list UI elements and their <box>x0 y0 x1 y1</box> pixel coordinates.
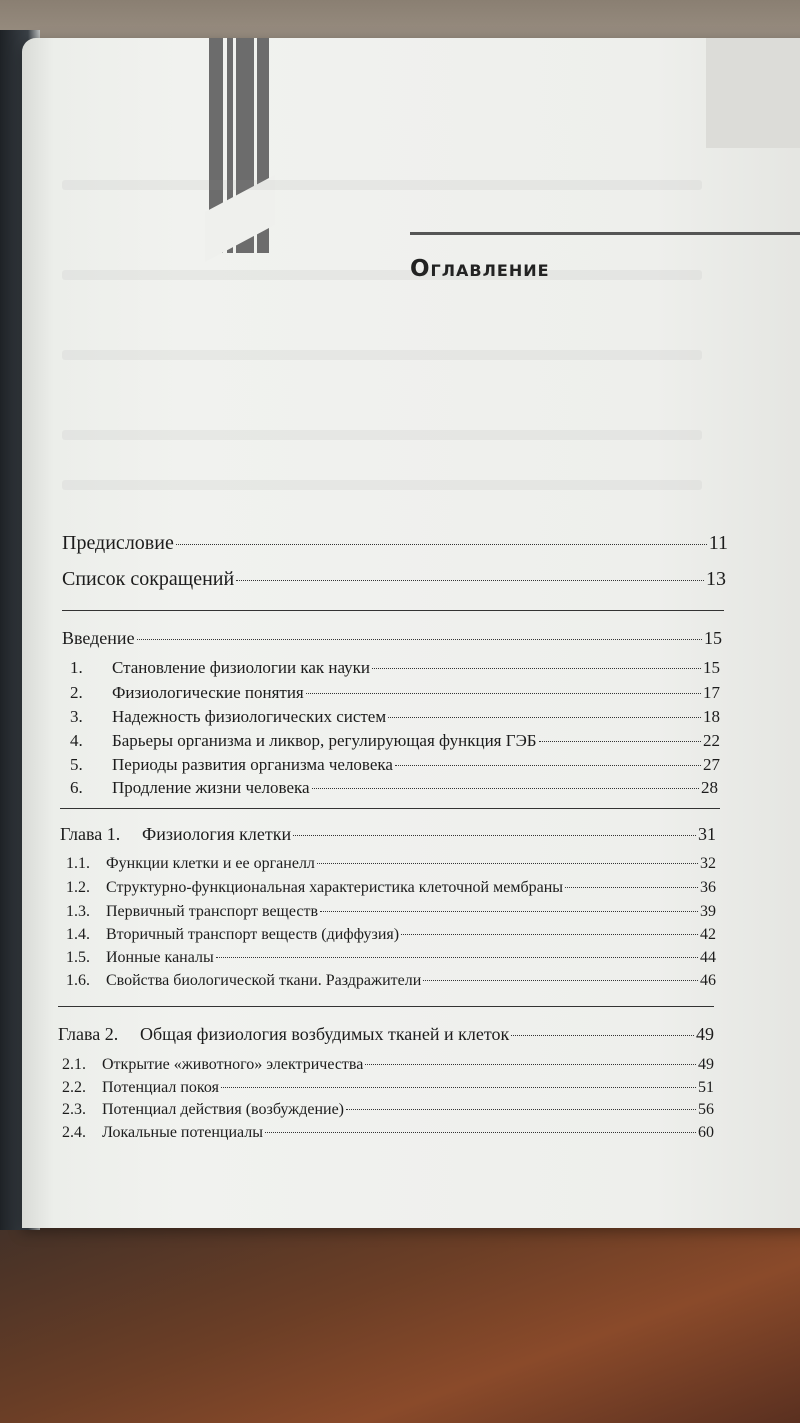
toc-dot-leader <box>137 639 702 640</box>
toc-dot-leader <box>401 934 698 935</box>
toc-item[interactable] <box>70 707 720 727</box>
toc-entry-label: Структурно-функциональная характеристика клеточной мембраны <box>106 879 564 896</box>
toc-item-number: 2.4. <box>62 1124 86 1141</box>
toc-entry-label: Список сокращений <box>62 568 235 590</box>
toc-dot-leader <box>365 1064 696 1065</box>
toc-dot-leader <box>236 580 704 581</box>
toc-item-number: 1.4. <box>66 926 90 943</box>
toc-item[interactable] <box>66 855 716 873</box>
toc-dot-leader <box>317 863 698 864</box>
toc-entry-label: Предисловие <box>62 532 174 554</box>
bleed-through <box>62 270 702 280</box>
toc-entry-label: Барьеры организма и ликвор, регулирующая функция ГЭБ <box>112 731 537 750</box>
toc-item-number: 4. <box>70 731 83 750</box>
toc-item-number: 3. <box>70 707 83 726</box>
toc-entry-page: 49 <box>698 1056 714 1073</box>
toc-chapter-number: Глава 2. <box>58 1024 119 1044</box>
toc-dot-leader <box>388 717 701 718</box>
toc-entry-page: 60 <box>698 1124 714 1141</box>
toc-dot-leader <box>312 788 699 789</box>
toc-entry-page: 36 <box>700 879 716 896</box>
section-divider <box>58 1006 714 1007</box>
toc-item[interactable] <box>66 926 716 944</box>
toc-entry-page: 51 <box>698 1079 714 1096</box>
section-divider <box>60 808 720 809</box>
toc-entry-page: 44 <box>700 949 716 966</box>
toc-dot-leader <box>539 741 701 742</box>
toc-item-number: 2.3. <box>62 1101 86 1118</box>
toc-entry-page: 28 <box>701 778 718 797</box>
toc-item[interactable] <box>70 731 720 751</box>
toc-dot-leader <box>216 957 698 958</box>
toc-entry-label: Ионные каналы <box>106 949 214 966</box>
toc-item-number: 2. <box>70 683 83 702</box>
toc-item-number: 6. <box>70 778 83 797</box>
toc-entry-label: Продление жизни человека <box>112 778 310 797</box>
toc-entry-page: 15 <box>703 658 720 677</box>
toc-item-number: 1.2. <box>66 879 90 896</box>
bleed-through <box>62 350 702 360</box>
toc-entry-page: 18 <box>703 707 720 726</box>
toc-entry-page: 42 <box>700 926 716 943</box>
toc-entry-label: Первичный транспорт веществ <box>106 903 319 920</box>
toc-item[interactable] <box>62 1056 714 1074</box>
toc-item[interactable] <box>70 658 720 678</box>
toc-entry-label: Потенциал покоя <box>102 1079 219 1096</box>
toc-entry-label: Локальные потенциалы <box>102 1124 264 1141</box>
toc-entry-label: Физиологические понятия <box>112 683 304 702</box>
toc-chapter-number: Глава 1. <box>60 824 121 844</box>
toc-item[interactable] <box>62 1079 714 1097</box>
toc-chapter-2[interactable] <box>58 1024 714 1045</box>
toc-item[interactable] <box>70 683 720 703</box>
toc-item[interactable] <box>70 778 718 798</box>
toc-entry-page: 13 <box>706 568 726 590</box>
toc-dot-leader <box>565 887 698 888</box>
toc-item-number: 1.1. <box>66 855 90 872</box>
section-divider <box>62 610 724 611</box>
toc-entry-page: 31 <box>698 824 716 844</box>
toc-item-number: 2.1. <box>62 1056 86 1073</box>
toc-item[interactable] <box>62 1101 714 1119</box>
toc-item-number: 1. <box>70 658 83 677</box>
toc-entry-page: 49 <box>696 1024 714 1044</box>
toc-entry-page: 17 <box>703 683 720 702</box>
toc-dot-leader <box>293 835 696 836</box>
toc-entry-page: 56 <box>698 1101 714 1118</box>
toc-item[interactable] <box>66 879 716 897</box>
toc-entry-abbreviations[interactable] <box>62 568 726 591</box>
bleed-through <box>62 430 702 440</box>
toc-entry-label: Надежность физиологических систем <box>112 707 387 726</box>
toc-item-number: 2.2. <box>62 1079 86 1096</box>
toc-item[interactable] <box>62 1124 714 1142</box>
toc-entry-label: Функции клетки и ее органелл <box>106 855 315 872</box>
bleed-through <box>62 480 702 490</box>
toc-chapter-1[interactable] <box>60 824 716 845</box>
bleed-through <box>62 180 702 190</box>
toc-dot-leader <box>346 1109 696 1110</box>
toc-dot-leader <box>423 980 698 981</box>
toc-section-introduction[interactable] <box>62 628 722 649</box>
toc-entry-page: 32 <box>700 855 716 872</box>
toc-item-number: 1.3. <box>66 903 90 920</box>
toc-dot-leader <box>320 911 698 912</box>
toc-entry-label: Потенциал действия (возбуждение) <box>102 1101 344 1118</box>
toc-item[interactable] <box>66 949 716 967</box>
toc-dot-leader <box>176 544 707 545</box>
toc-entry-label: Общая физиология возбудимых тканей и клеток <box>140 1024 510 1044</box>
toc-entry-page: 15 <box>704 628 722 648</box>
toc-item[interactable] <box>70 755 720 775</box>
toc-item-number: 5. <box>70 755 83 774</box>
toc-entry-page: 46 <box>700 972 716 989</box>
toc-entry-label: Открытие «животного» электричества <box>102 1056 364 1073</box>
toc-entry-page: 11 <box>708 532 728 554</box>
title-rule <box>410 232 800 235</box>
toc-entry-page: 27 <box>703 755 720 774</box>
toc-dot-leader <box>265 1132 696 1133</box>
toc-entry-page: 39 <box>700 903 716 920</box>
page-title: Оглавление <box>410 256 550 282</box>
toc-entry-label: Физиология клетки <box>142 824 292 844</box>
toc-item[interactable] <box>66 903 716 921</box>
toc-item-number: 1.5. <box>66 949 90 966</box>
toc-dot-leader <box>306 693 701 694</box>
toc-entry-label: Периоды развития организма человека <box>112 755 393 774</box>
toc-dot-leader <box>511 1035 694 1036</box>
toc-item[interactable] <box>66 972 716 990</box>
toc-entry-label: Вторичный транспорт веществ (диффузия) <box>106 926 400 943</box>
toc-entry-label: Становление физиологии как науки <box>112 658 371 677</box>
toc-item-number: 1.6. <box>66 972 90 989</box>
toc-dot-leader <box>395 765 701 766</box>
page-corner-tab <box>706 38 800 148</box>
toc-dot-leader <box>372 668 701 669</box>
toc-entry-label: Введение <box>62 628 135 648</box>
toc-entry-page: 22 <box>703 731 720 750</box>
toc-entry-label: Свойства биологической ткани. Раздражители <box>106 972 422 989</box>
toc-entry-preface[interactable] <box>62 532 728 555</box>
toc-dot-leader <box>221 1087 696 1088</box>
